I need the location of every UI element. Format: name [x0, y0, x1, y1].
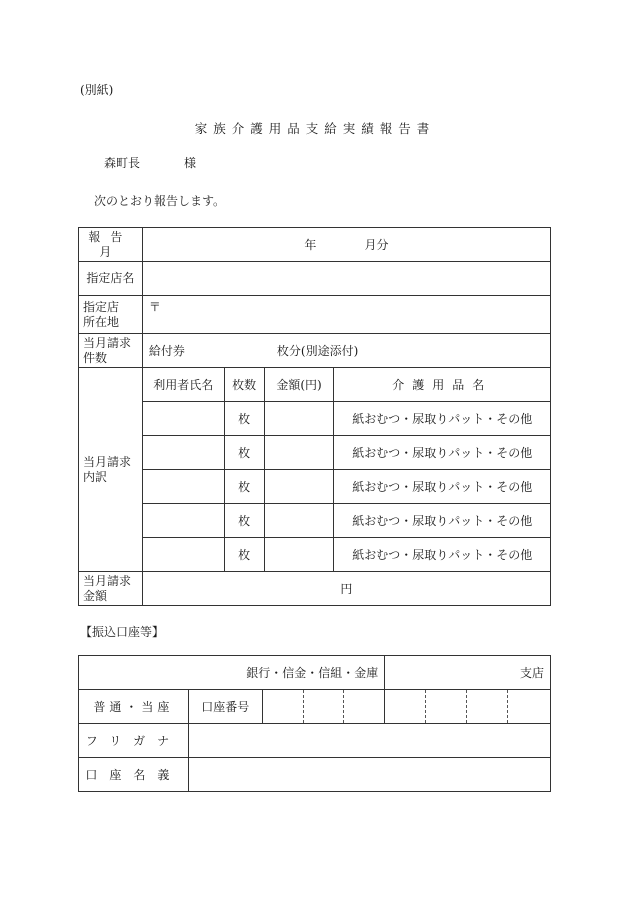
month-unit: 月分 [364, 238, 389, 252]
amount-field[interactable] [264, 402, 334, 436]
account-digit-box[interactable] [344, 690, 385, 724]
detail-row [79, 470, 551, 504]
page-title: 家族介護用品支給実績報告書 [194, 121, 436, 136]
user-name-field[interactable] [142, 436, 224, 470]
year-unit: 年 [304, 238, 317, 252]
sheets-field[interactable]: 枚 [224, 470, 264, 504]
furigana-label: フリガナ [79, 724, 189, 758]
account-type: 普通・当座 [79, 690, 189, 724]
store-address-label: 指定店 所在地 [79, 296, 143, 334]
col-amount: 金額(円) [264, 368, 334, 402]
store-address-row [79, 296, 551, 334]
claim-count-label: 当月請求 件数 [79, 334, 143, 368]
item-name-cell: 紙おむつ・尿取りパット・その他 [334, 504, 551, 538]
item-name-cell: 紙おむつ・尿取りパット・その他 [334, 436, 551, 470]
addressee-name: 森町長 [104, 156, 141, 170]
branch-field[interactable]: 支店 [385, 656, 551, 690]
bank-table [78, 655, 551, 792]
addressee-honorific: 様 [184, 156, 197, 170]
user-name-field[interactable] [142, 504, 224, 538]
amount-field[interactable] [264, 436, 334, 470]
account-digit-box[interactable] [262, 690, 303, 724]
detail-row [79, 402, 551, 436]
sheets-field[interactable]: 枚 [224, 538, 264, 572]
bank-section-title: 【振込口座等】 [80, 625, 165, 639]
item-name-cell: 紙おむつ・尿取りパット・その他 [334, 538, 551, 572]
store-name-label: 指定店名 [79, 262, 143, 296]
user-name-field[interactable] [142, 538, 224, 572]
sheets-field[interactable]: 枚 [224, 436, 264, 470]
claim-count-row [79, 334, 551, 368]
col-sheets: 枚数 [224, 368, 264, 402]
amount-field[interactable] [264, 538, 334, 572]
account-number-label: 口座番号 [188, 690, 262, 724]
report-month-label: 報告月 [79, 228, 143, 262]
account-holder-label: 口座名義 [79, 758, 189, 792]
amount-field[interactable] [264, 470, 334, 504]
user-name-field[interactable] [142, 402, 224, 436]
col-user-name: 利用者氏名 [142, 368, 224, 402]
amount-field[interactable] [264, 504, 334, 538]
user-name-field[interactable] [142, 470, 224, 504]
col-item-name: 介護用品名 [334, 368, 551, 402]
addressee [104, 154, 196, 171]
report-month-field[interactable] [142, 228, 550, 262]
report-month-row [79, 228, 551, 262]
sheets-field[interactable]: 枚 [224, 504, 264, 538]
account-holder-field[interactable] [188, 758, 550, 792]
voucher-unit: 枚分(別途添付) [276, 344, 359, 358]
attachment-label: (別紙) [80, 83, 114, 97]
claim-amount-row [79, 572, 551, 606]
furigana-row [79, 724, 551, 758]
postal-mark: 〒 [148, 300, 161, 314]
sheets-field[interactable]: 枚 [224, 402, 264, 436]
report-table [78, 227, 551, 606]
account-number-row [79, 690, 551, 724]
account-digit-box[interactable] [303, 690, 344, 724]
claim-amount-field[interactable] [142, 572, 550, 606]
account-digit-box[interactable] [426, 690, 467, 724]
account-digit-box[interactable] [467, 690, 508, 724]
detail-header-row [79, 368, 551, 402]
voucher-label: 給付券 [148, 344, 185, 358]
bank-name-row [79, 656, 551, 690]
account-digit-box[interactable] [508, 690, 551, 724]
claim-count-field[interactable] [142, 334, 550, 368]
bank-name-field[interactable]: 銀行・信金・信組・金庫 [79, 656, 385, 690]
claim-amount-label: 当月請求 金額 [79, 572, 143, 606]
furigana-field[interactable] [188, 724, 550, 758]
item-name-cell: 紙おむつ・尿取りパット・その他 [334, 470, 551, 504]
account-digit-box[interactable] [385, 690, 426, 724]
store-name-row [79, 262, 551, 296]
item-name-cell: 紙おむつ・尿取りパット・その他 [334, 402, 551, 436]
intro-text: 次のとおり報告します。 [94, 194, 226, 208]
account-holder-row [79, 758, 551, 792]
claim-detail-label: 当月請求 内訳 [79, 368, 143, 572]
yen-unit: 円 [340, 582, 353, 596]
store-address-field[interactable] [142, 296, 550, 334]
store-name-field[interactable] [142, 262, 550, 296]
detail-row [79, 538, 551, 572]
detail-row [79, 504, 551, 538]
detail-row [79, 436, 551, 470]
